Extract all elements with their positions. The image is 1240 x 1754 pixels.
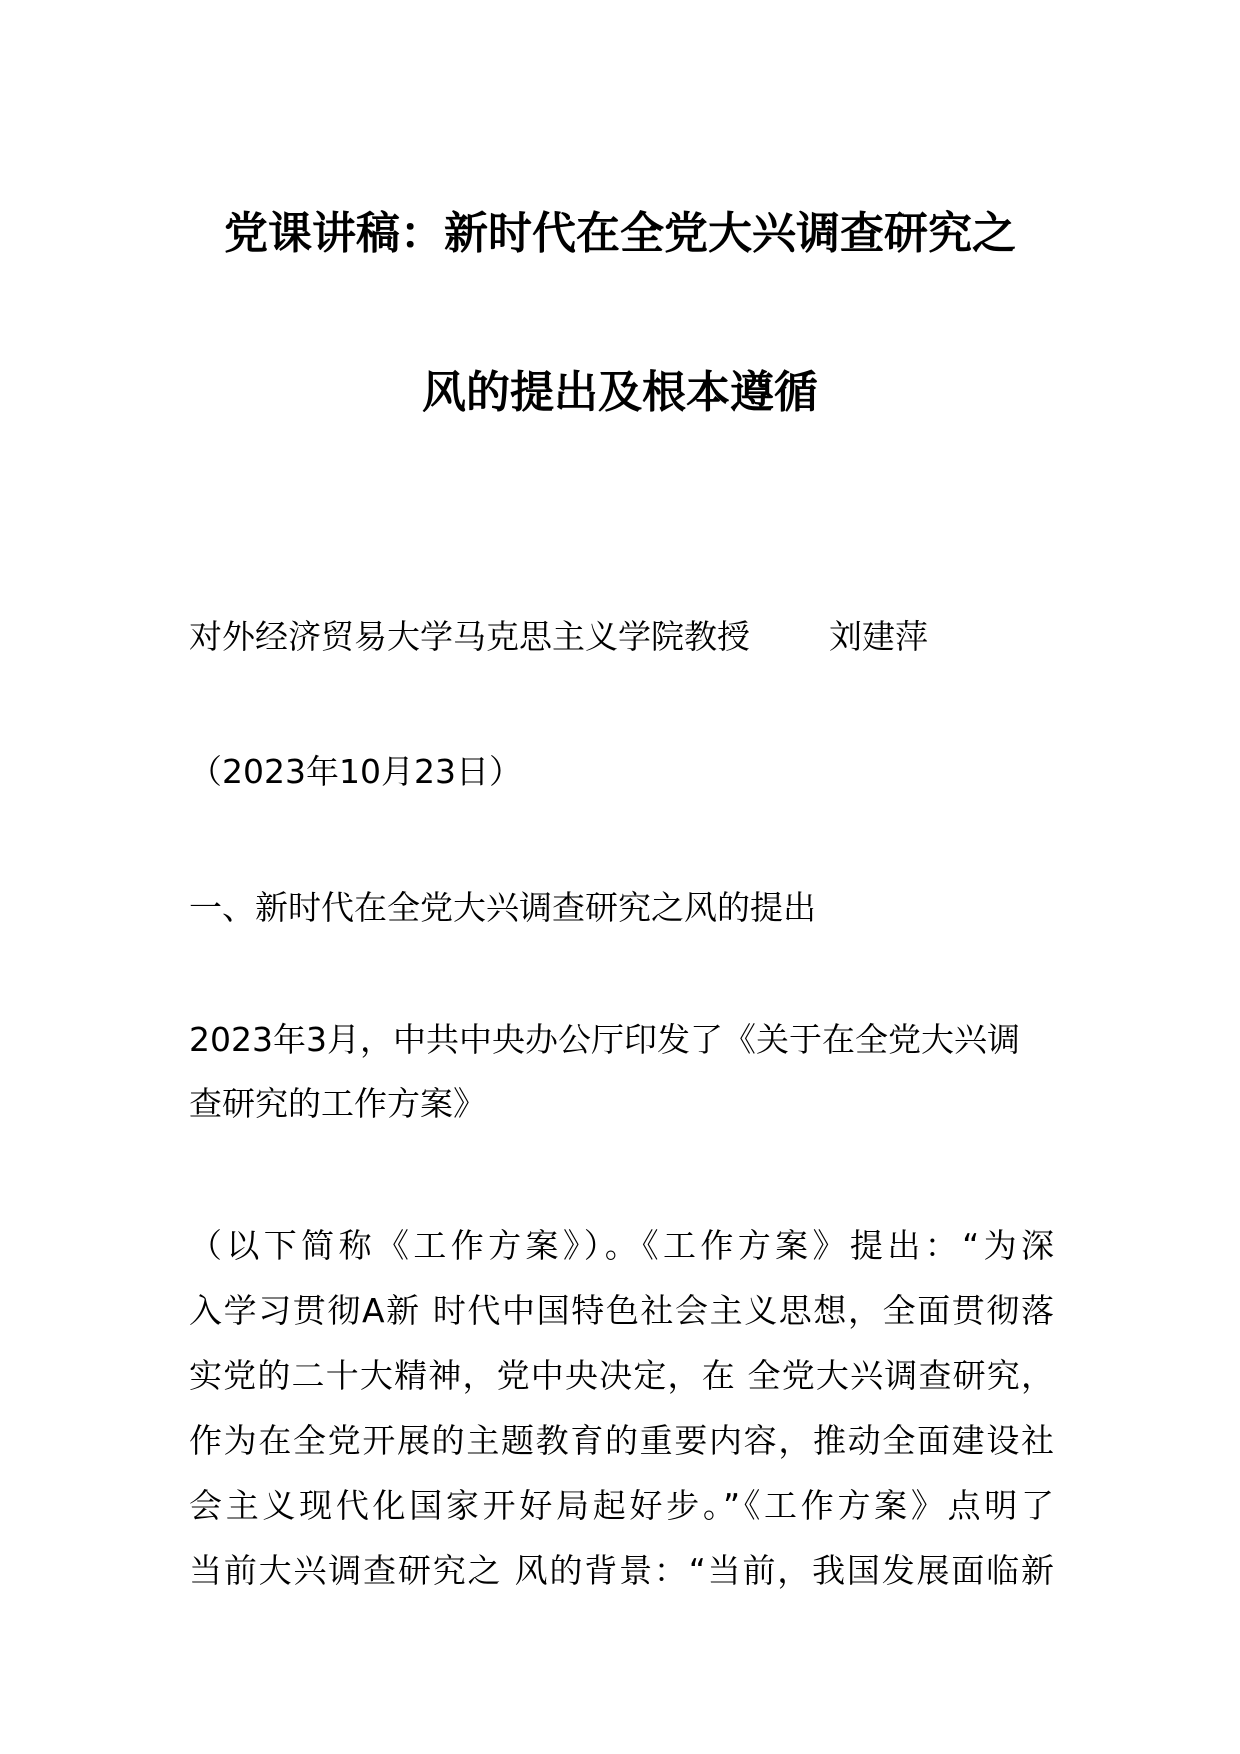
paragraph-2 — [189, 1213, 1054, 1603]
paragraph-2-line: 实党的二十大精神，党中央决定，在 全党大兴调查研究， — [189, 1356, 1054, 1395]
section-heading: 一、新时代在全党大兴调查研究之风的提出 — [189, 888, 816, 927]
document-date: （2023年10月23日） — [189, 752, 522, 791]
paragraph-1-line: 查研究的工作方案》 — [189, 1084, 486, 1123]
paragraph-2-line: 当前大兴调查研究之 风的背景：“当前，我国发展面临新 — [189, 1551, 1054, 1590]
document-title-line-1: 党课讲稿：新时代在全党大兴调查研究之 — [224, 208, 1016, 259]
document-title-line-2: 风的提出及根本遵循 — [422, 367, 818, 418]
paragraph-2-line: 会主义现代化国家开好局起好步。”《工作方案》点明了 — [189, 1486, 1054, 1525]
paragraph-1-line: 2023年3月，中共中央办公厅印发了《关于在全党大兴调 — [189, 1020, 1020, 1059]
author-affiliation: 对外经济贸易大学马克思主义学院教授 — [189, 617, 750, 656]
paragraph-2-line: 入学习贯彻A新 时代中国特色社会主义思想，全面贯彻落 — [189, 1291, 1054, 1330]
paragraph-2-line: 作为在全党开展的主题教育的重要内容，推动全面建设社 — [189, 1421, 1054, 1460]
author-name: 刘建萍 — [829, 617, 928, 656]
paragraph-2-line: （以下简称《工作方案》）。《工作方案》提出：“为深 — [189, 1226, 1054, 1265]
author-line — [189, 617, 928, 657]
